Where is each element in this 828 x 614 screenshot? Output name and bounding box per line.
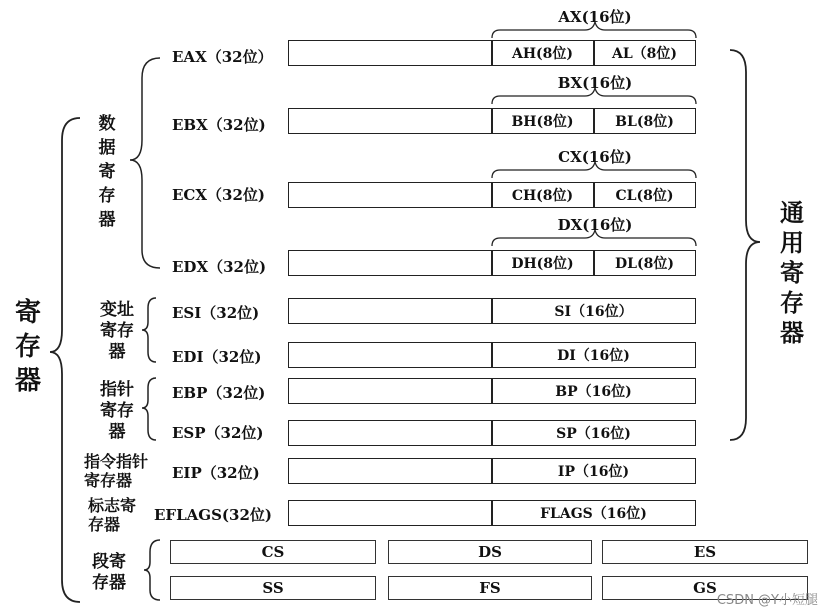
eax-label: EAX（32位） bbox=[172, 48, 273, 66]
ebp-register-box bbox=[288, 378, 696, 404]
registers-title: 寄 存 器 bbox=[14, 298, 41, 396]
ch-cell: CH(8位) bbox=[511, 188, 574, 204]
segment-label-line2: 存器 bbox=[92, 573, 126, 593]
pointer-label-line1: 指针 bbox=[100, 380, 134, 400]
fs-register: FS bbox=[388, 576, 592, 600]
flags-cell: FLAGS（16位) bbox=[540, 506, 647, 522]
edx-register-box bbox=[288, 250, 696, 276]
di-cell: DI（16位) bbox=[557, 348, 630, 364]
edi-register-box bbox=[288, 342, 696, 368]
cs-register: CS bbox=[170, 540, 376, 564]
segment-label-line1: 段寄 bbox=[92, 552, 126, 572]
bh-cell: BH(8位) bbox=[511, 114, 574, 130]
ss-register: SS bbox=[170, 576, 376, 600]
ebx-label: EBX（32位) bbox=[172, 116, 266, 134]
general-purpose-title: 通 用 寄 存 器 bbox=[780, 199, 804, 347]
segment-reg-brace bbox=[144, 540, 160, 600]
left-big-brace bbox=[50, 118, 80, 602]
index-reg-brace bbox=[142, 298, 156, 362]
ip-register-label bbox=[84, 452, 174, 490]
ah-cell: AH(8位) bbox=[511, 46, 574, 62]
ebx-register-box bbox=[288, 108, 696, 134]
esi-label: ESI（32位) bbox=[172, 304, 260, 322]
pointer-registers-label bbox=[92, 380, 142, 443]
ebp-label: EBP（32位) bbox=[172, 384, 266, 402]
edx-label: EDX（32位) bbox=[172, 258, 267, 276]
data-registers-label: 数 据 寄 存 器 bbox=[98, 114, 116, 230]
dx-label: DX(16位) bbox=[557, 216, 633, 234]
dh-cell: DH(8位) bbox=[511, 256, 574, 272]
bl-cell: BL(8位) bbox=[615, 114, 674, 130]
ip-cell: IP（16位) bbox=[557, 464, 630, 480]
ip-label-line2: 寄存器 bbox=[84, 471, 133, 490]
eflags-label: EFLAGS(32位) bbox=[154, 506, 272, 524]
segment-registers-label bbox=[92, 552, 142, 594]
esp-register-box bbox=[288, 420, 696, 446]
ax-label: AX(16位) bbox=[558, 8, 632, 26]
al-cell: AL（8位) bbox=[611, 46, 678, 62]
edi-label: EDI（32位) bbox=[172, 348, 262, 366]
index-registers-label bbox=[92, 300, 142, 363]
flags-label-line2: 存器 bbox=[88, 515, 121, 534]
pointer-label-line3: 器 bbox=[108, 422, 126, 442]
cl-cell: CL(8位) bbox=[615, 188, 674, 204]
es-register: ES bbox=[602, 540, 808, 564]
bp-cell: BP（16位) bbox=[555, 384, 632, 400]
sp-cell: SP（16位) bbox=[556, 426, 631, 442]
bx-label: BX(16位) bbox=[557, 74, 633, 92]
gs-register: GS bbox=[602, 576, 808, 600]
ip-label-line1: 指令指针 bbox=[84, 452, 149, 471]
ecx-label: ECX（32位) bbox=[172, 186, 265, 204]
eip-label: EIP（32位) bbox=[172, 464, 260, 482]
esi-register-box bbox=[288, 298, 696, 324]
index-label-line3: 器 bbox=[108, 342, 126, 362]
data-reg-brace bbox=[130, 58, 160, 268]
right-big-brace bbox=[730, 50, 760, 440]
flags-label-line1: 标志寄 bbox=[88, 496, 137, 515]
index-label-line2: 寄存 bbox=[100, 321, 134, 341]
ecx-register-box bbox=[288, 182, 696, 208]
index-label-line1: 变址 bbox=[100, 300, 134, 320]
eflags-register-box bbox=[288, 500, 696, 526]
eip-register-box bbox=[288, 458, 696, 484]
pointer-reg-brace bbox=[142, 378, 156, 440]
cx-label: CX(16位) bbox=[558, 148, 632, 166]
ds-register: DS bbox=[388, 540, 592, 564]
watermark-text: CSDN @Y小短腿 bbox=[716, 593, 818, 608]
si-cell: SI（16位） bbox=[554, 304, 633, 320]
esp-label: ESP（32位) bbox=[172, 424, 264, 442]
dl-cell: DL(8位) bbox=[615, 256, 674, 272]
eax-register-box bbox=[288, 40, 696, 66]
pointer-label-line2: 寄存 bbox=[100, 401, 134, 421]
